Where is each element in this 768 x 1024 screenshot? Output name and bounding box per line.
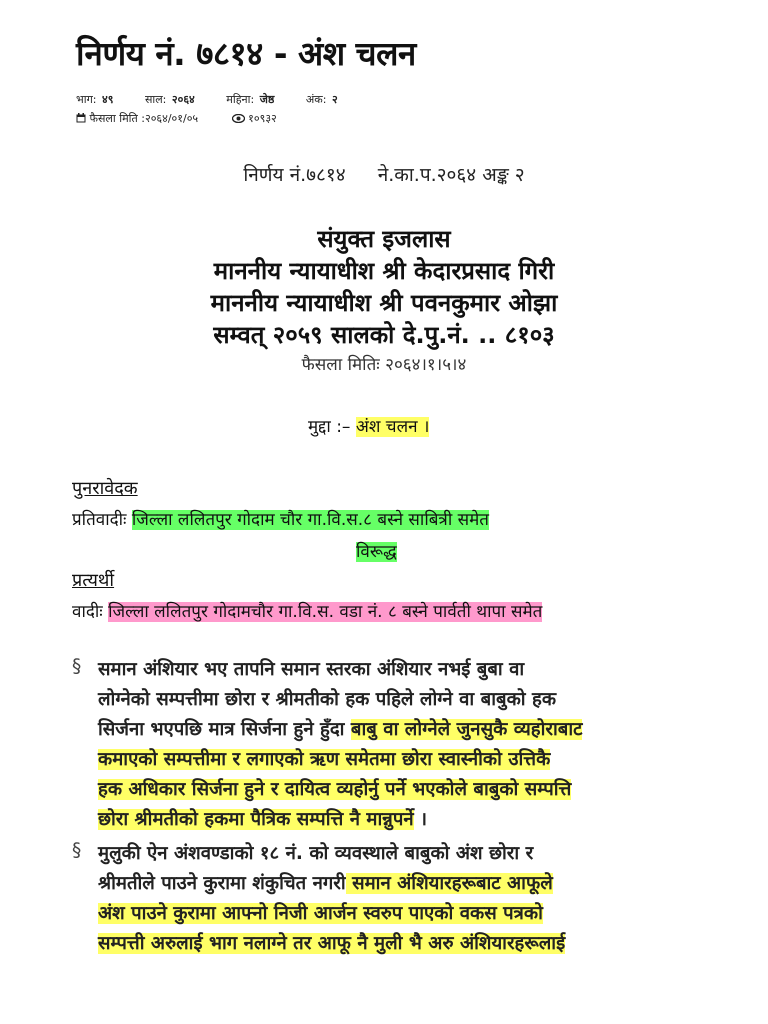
views-count: १०९३२ — [248, 112, 277, 125]
case-subject — [308, 414, 429, 437]
judge-2: माननीय न्यायाधीश श्री पवनकुमार ओझा — [210, 289, 558, 317]
anka-label: अंक: — [305, 93, 327, 106]
appellant-heading: पुनरावेदक — [72, 478, 138, 499]
plaintiff-line — [72, 599, 542, 622]
headnote-paragraph-2 — [72, 840, 696, 970]
reference-line — [0, 161, 768, 187]
section-bullet-icon: § — [72, 656, 82, 677]
judge-1: माननीय न्यायाधीश श्री केदारप्रसाद गिरी — [213, 257, 555, 285]
case-number: सम्वत् २०५९ सालको दे.पु.नं. .. ८१०३ — [213, 321, 555, 349]
para2-line4: सम्पत्ती अरुलाई भाग नलाग्ने तर आफू नै मुली भै अरु अंशियारहरूलाई — [98, 933, 566, 954]
mahina-value: जेष्ठ — [259, 93, 275, 106]
respondent-heading: प्रत्यर्थी — [72, 570, 115, 591]
para2-line3: अंश पाउने कुरामा आफ्नो निजी आर्जन स्वरुप पाएको वकस पत्रको — [98, 903, 543, 924]
calendar-icon — [76, 113, 86, 123]
nekap-reference: ने.का.प.२०६४ अङ्क २ — [377, 164, 525, 186]
para1-line1: समान अंशियार भए तापनि समान स्तरका अंशियार नभई बुबा वा — [98, 659, 525, 680]
bhag-label: भाग: — [76, 93, 97, 106]
faisala-date: फैसला मितिः २०६४।१।५।४ — [301, 355, 467, 375]
para2-line2: श्रीमतीले पाउने कुरामा शंकुचित नगरी समान अंशियारहरूबाट आफूले — [98, 873, 553, 894]
anka-value: २ — [331, 93, 338, 106]
headnote-paragraph-1 — [72, 656, 696, 836]
para1-line2: लोग्नेको सम्पत्तीमा छोरा र श्रीमतीको हक पहिले लोग्ने वा बाबुको हक — [98, 689, 557, 710]
saal-label: साल: — [144, 93, 167, 106]
bhag-value: ४९ — [101, 93, 114, 106]
defendant-value: जिल्ला ललितपुर गोदाम चौर गा.वि.स.८ बस्ने साबित्री समेत — [131, 510, 489, 530]
decision-date: फैसला मिति :२०६४/०१/०५ — [89, 112, 199, 125]
mudda-value: अंश चलन । — [355, 417, 430, 437]
decision-number: निर्णय नं.७८१४ — [243, 164, 346, 186]
eye-icon — [232, 114, 245, 123]
plaintiff-value: जिल्ला ललितपुर गोदामचौर गा.वि.स. वडा नं. ८ बस्ने पार्वती थापा समेत — [108, 602, 543, 622]
date-item — [76, 112, 202, 125]
mahina-label: महिना: — [226, 93, 255, 106]
mudda-label: मुद्दा :– — [308, 417, 351, 437]
para1-line3: सिर्जना भएपछि मात्र सिर्जना हुने हुँदा बाबु वा लोग्नेले जुनसुकै व्यहोराबाट — [98, 719, 583, 740]
views-item — [232, 112, 277, 125]
versus-label: विरूद्ध — [356, 542, 397, 562]
para2-line1: मुलुकी ऐन अंशवण्डाको १८ नं. को व्यवस्थाले बाबुको अंश छोरा र — [98, 843, 534, 864]
para1-line6: छोरा श्रीमतीको हकमा पैत्रिक सम्पत्ति नै मान्नुपर्ने । — [98, 809, 428, 830]
saal-value: २०६४ — [171, 93, 195, 106]
page-title: निर्णय नं. ७८१४ - अंश चलन — [76, 34, 416, 73]
plaintiff-label: वादीः — [72, 602, 103, 622]
para1-line5: हक अधिकार सिर्जना हुने र दायित्व व्यहोर्नु पर्ने भएकोले बाबुको सम्पत्ति — [98, 779, 572, 800]
section-bullet-icon: § — [72, 840, 82, 861]
bench-type: संयुक्त इजलास — [317, 225, 451, 253]
defendant-label: प्रतिवादीः — [72, 510, 127, 530]
defendant-line — [72, 507, 489, 530]
meta-row — [76, 92, 366, 107]
meta-row-2 — [76, 111, 307, 126]
para1-line4: कमाएको सम्पत्तीमा र लगाएको ऋण समेतमा छोरा स्वास्नीको उत्तिकै — [98, 749, 551, 770]
